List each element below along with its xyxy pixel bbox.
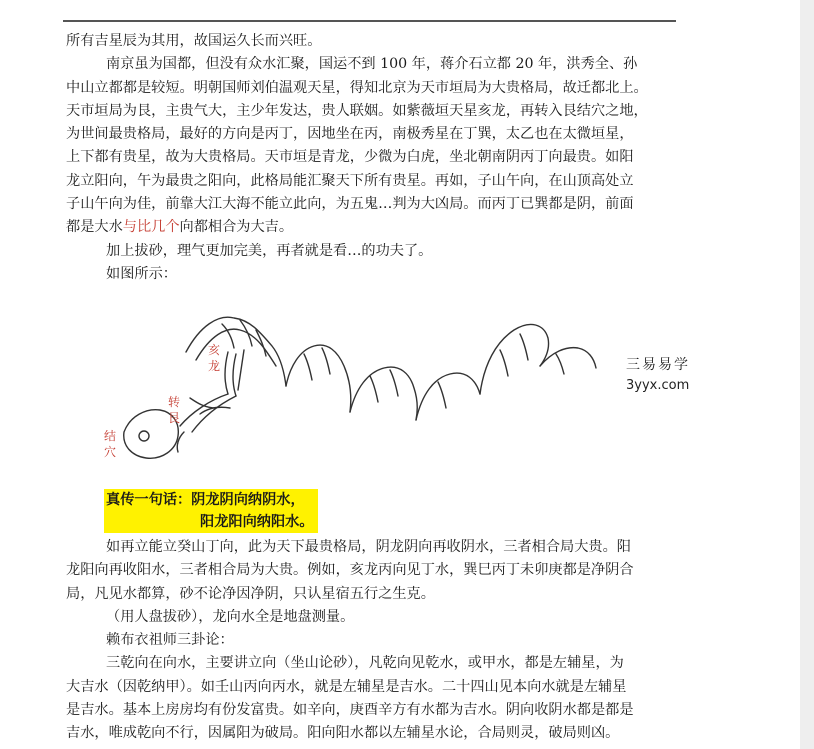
mountain-dragon-figure [100,290,620,465]
text-line: 为世间最贵格局，最好的方向是丙丁，因地坐在丙，南极秀星在丁巽，太乙也在太微垣星， [66,126,634,143]
figure-label-gen: 艮 [168,411,181,425]
watermark-text: 三易易学 [626,357,690,373]
figure-label-hai: 亥 [208,343,221,357]
text-span: 向都相合为大吉。 [179,219,294,236]
figure-label-zhuan: 转 [168,395,181,409]
text-line: 龙立阳向，午为最贵之阳向，此格局能汇聚天下所有贵星。再如，子山午向，在山顶高处立 [66,172,634,189]
text-block-top [66,30,678,286]
text-line: 南京虽为国都，但没有众水汇聚，国运不到 100 年，蒋介石立都 20 年，洪秀全、孙 [106,56,638,73]
text-line: 如再立能立癸山丁向，此为天下最贵格局，阴龙阴向再收阴水，三者相合局大贵。阳 [106,539,631,555]
quote-line-2: 阳龙阳向纳阳水。 [104,511,318,533]
text-line: 局，凡见水都算，砂不论净因净阴，只认星宿五行之生克。 [66,585,435,602]
figure-label-long: 龙 [208,359,221,373]
text-line: （用人盘拔砂），龙向水全是地盘测量。 [106,608,355,625]
text-block-bottom [66,536,678,746]
text-line: 是吉水。基本上房房均有份发富贵。如辛向，庚酉辛方有水都为吉水。阴向收阴水都是都是 [66,702,634,719]
text-line: 三乾向在向水，主要讲立向（坐山论砂），凡乾向见乾水，或甲水，都是左辅星，为 [106,655,624,672]
text-line: 上下都有贵星，故为大贵格局。天市垣是青龙，少微为白虎，坐北朝南阴丙丁向最贵。如阳 [66,149,634,166]
text-line: 所有吉星辰为其用，故国运久长而兴旺。 [66,33,322,49]
text-line: 如图所示： [106,265,177,282]
figure-label-jie: 结 [104,429,117,443]
text-line: 大吉水（因乾纳甲）。如壬山丙向丙水，就是左辅星是吉水。二十四山见本向水就是左辅星 [66,678,627,695]
text-span: 都是大水 [66,219,123,236]
text-line-mixed [66,216,678,239]
text-line: 龙阳向再收阳水，三者相合局为大贵。例如，亥龙丙向见丁水，巽巳丙丁未卯庚都是净阴合 [66,562,634,579]
quote-line-1: 真传一句话：阴龙阴向纳阴水， [104,489,318,511]
watermark-url: 3yyx.com [626,378,690,393]
scrollbar-track[interactable] [800,0,814,749]
text-line: 吉水，唯成乾向不行，因属阳为破局。阳向阳水都以左辅星水论，合局则灵，破局则凶。 [66,725,620,742]
text-line: 加上拔砂，理气更加完美，再者就是看…的功夫了。 [106,242,433,259]
header-rule [63,20,676,22]
text-line: 赖布衣祖师三卦论： [106,632,234,649]
highlighted-quote [104,489,318,533]
figure-label-xue: 穴 [104,445,117,459]
text-line: 天市垣局为艮，主贵气大，主少年发达，贵人联姻。如紫薇垣天星亥龙，再转入艮结穴之地， [66,102,648,119]
watermark [626,354,726,393]
red-text-span: 与比几个 [122,219,180,236]
text-line: 中山立都都是较短。明朝国师刘伯温观天星，得知北京为天市垣局为大贵格局，故迁都北上。 [66,79,648,96]
text-line: 子山午向为佳，前靠大江大海不能立此向，为五鬼…判为大凶局。而丙丁已巽都是阴，前面 [66,196,634,213]
